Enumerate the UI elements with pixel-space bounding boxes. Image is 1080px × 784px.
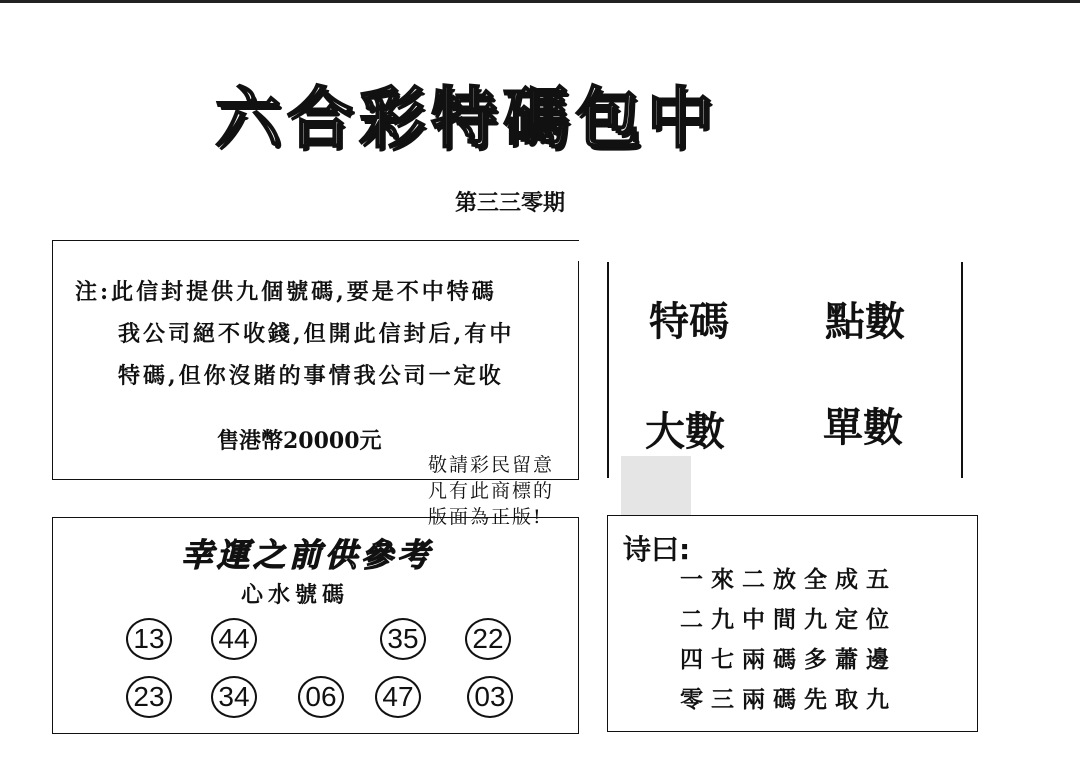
attribute-box-left-border xyxy=(607,262,609,478)
poem-text xyxy=(680,560,897,720)
notice-box-right-border xyxy=(578,261,580,479)
number-ball: 13 xyxy=(126,618,172,660)
number-ball: 34 xyxy=(211,676,257,718)
poem-heading: 诗曰: xyxy=(623,533,691,566)
poem-line-4: 零三兩碼先取九 xyxy=(680,686,897,713)
number-ball: 06 xyxy=(298,676,344,718)
poem-box xyxy=(607,515,978,732)
attr-big: 大數 xyxy=(645,409,725,455)
lucky-subtitle: 心水號碼 xyxy=(241,582,350,608)
lucky-numbers-box xyxy=(52,517,579,734)
authenticity-line-1: 敬請彩民留意 xyxy=(428,454,555,476)
number-ball: 44 xyxy=(211,618,257,660)
top-border xyxy=(0,0,1080,3)
notice-box xyxy=(52,240,579,480)
attr-special-code: 特碼 xyxy=(649,299,729,345)
number-ball: 35 xyxy=(380,618,426,660)
notice-line-3: 特碼,但你沒賭的事情我公司一定收 xyxy=(118,363,504,389)
authenticity-line-2: 凡有此商標的 xyxy=(428,480,555,502)
lucky-title: 幸運之前供參考 xyxy=(181,536,434,574)
page-title: 六合彩特碼包中 xyxy=(215,79,719,157)
number-ball: 47 xyxy=(375,676,421,718)
attr-odd: 單數 xyxy=(823,405,903,451)
attribute-box xyxy=(607,262,963,478)
number-ball: 22 xyxy=(465,618,511,660)
notice-line-1: 注:此信封提供九個號碼,要是不中特碼 xyxy=(75,279,497,305)
number-ball: 03 xyxy=(467,676,513,718)
poem-line-1: 一來二放全成五 xyxy=(680,566,897,593)
number-ball: 23 xyxy=(126,676,172,718)
attr-points: 點數 xyxy=(825,299,905,345)
notice-text xyxy=(75,271,514,397)
poem-line-3: 四七兩碼多蕭邊 xyxy=(680,646,897,673)
notice-line-2: 我公司絕不收錢,但開此信封后,有中 xyxy=(118,321,515,347)
poem-line-2: 二九中間九定位 xyxy=(680,606,897,633)
attribute-box-right-border xyxy=(961,262,963,478)
trademark-stamp xyxy=(621,456,691,516)
price-text: 售港幣20000元 xyxy=(217,428,382,454)
issue-number: 第三三零期 xyxy=(455,191,566,216)
authenticity-line-3: 版面為正版! xyxy=(428,506,543,528)
